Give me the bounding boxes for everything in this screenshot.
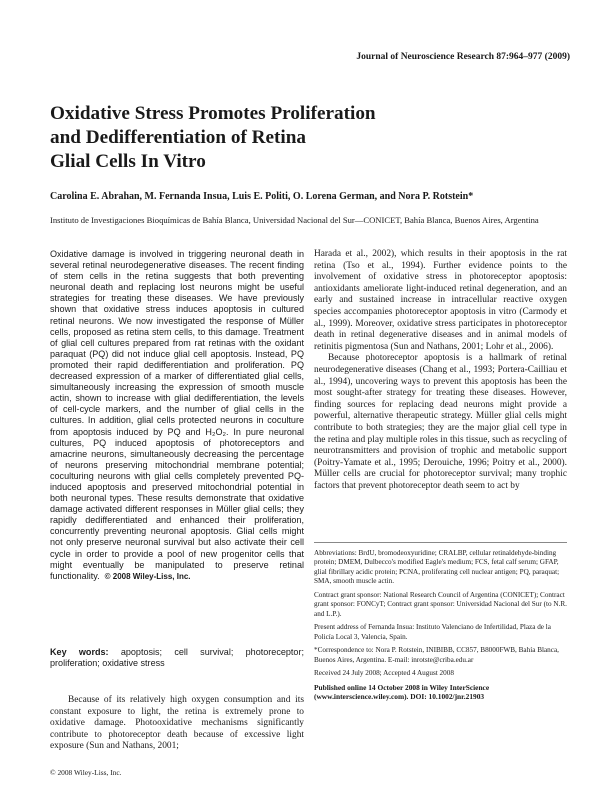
body-paragraph-1: Harada et al., 2002), which results in their apoptosis in the rat retina (Tso et al., 1994). Further evidence points to the involvement of oxidative stress in photoreceptor apoptosis: antioxidants ameliorate light-induced retinal degeneration, and an early and sustained increase in intracellular reactive oxygen species accompanies photoreceptor apoptosis in vitro (Carmody et al., 1999). Moreover, oxidative stress participates in photoreceptor death in retinal degenerative diseases and in animal models of retinitis pigmentosa (Sun and Nathans, 2001; Lohr et al., 2006). (314, 249, 567, 352)
affiliation: Instituto de Investigaciones Bioquímicas de Bahía Blanca, Universidad Nacional del Sur—CONICET, Bahía Blanca, Buenos Aires, Argentina (50, 215, 539, 225)
footnote-published: Published online 14 October 2008 in Wiley InterScience (www.interscience.wiley.com). DOI: 10.1002/jnr.21903 (314, 682, 490, 702)
title-line-1: Oxidative Stress Promotes Proliferation (50, 103, 376, 124)
page-copyright: © 2008 Wiley-Liss, Inc. (50, 768, 122, 777)
title-line-2: and Dedifferentiation of Retina (50, 127, 306, 148)
footnote-correspondence: *Correspondence to: Nora P. Rotstein, INIBIBB, CC857, B8000FWB, Bahía Blanca, Buenos Aires, Argentina. E-mail: inrotste@criba.edu.ar (314, 646, 559, 664)
footnote-grants: Contract grant sponsor: National Research Council of Argentina (CONICET); Contract grant sponsor: FONCyT; Contract grant sponsor: Universidad Nacional del Sur (to N.R. and L.P.). (314, 590, 567, 618)
footnote-present-address: Present address of Fernanda Insua: Instituto Valenciano de Infertilidad, Plaza de la Policía Local 3, Valencia, Spain. (314, 623, 551, 641)
abstract (50, 249, 304, 582)
footnote-abbreviations: Abbreviations: BrdU, bromodeoxyuridine; CRALBP, cellular retinaldehyde-binding protein; DMEM, Dulbecco's modified Eagle's medium; FCS, fetal calf serum; GFAP, glial fibrillary acidic protein; PCNA, proliferating cell nuclear antigen; PQ, paraquat; SMA, smooth muscle actin. (314, 549, 560, 586)
right-column-body (314, 249, 567, 492)
footnote-divider (314, 542, 567, 543)
footnotes (314, 549, 567, 706)
article-title (50, 102, 470, 174)
author-list: Carolina E. Abrahan, M. Fernanda Insua, Luis E. Politi, O. Lorena German, and Nora P. Rotstein* (50, 191, 474, 202)
keywords-label: Key words: (50, 647, 109, 657)
abstract-copyright: © 2008 Wiley-Liss, Inc. (104, 571, 191, 581)
introduction-paragraph: Because of its relatively high oxygen consumption and its constant exposure to light, the retina is extremely prone to oxidative damage. Photooxidative mechanisms significantly contribute to photoreceptor death because of excessive light exposure (Sun and Nathans, 2001; (50, 695, 304, 752)
title-line-3: Glial Cells In Vitro (50, 151, 206, 172)
abstract-text: Oxidative damage is involved in triggering neuronal death in several retinal neurodegenerative diseases. The recent finding of stem cells in the retina suggests that both preventing neuronal death and replacing lost neurons might be useful strategies for treating these diseases. We have previously shown that oxidative stress induces apoptosis in cultured retinal neurons. We now investigated the response of Müller cells, proposed as retina stem cells, to this damage. Treatment of glial cell cultures prepared from rat retinas with the oxidant paraquat (PQ) did not induce glial cell apoptosis. Instead, PQ promoted their rapid dedifferentiation and proliferation. PQ decreased expression of a marker of differentiated glial cells, simultaneously increasing the expression of smooth muscle actin, shown to increase with glial dedifferentiation, the levels of cell-cycle markers, and the number of glial cells in the cultures. In addition, glial cells protected neurons in coculture from apoptosis induced by PQ and H₂O₂. In pure neuronal cultures, PQ induced apoptosis of photoreceptors and amacrine neurons, simultaneously decreasing the percentage of neurons preserving mitochondrial membrane potential; coculturing neurons with glial cells completely prevented PQ-induced apoptosis and preserved mitochondrial potential in both neuronal types. These results demonstrate that oxidative damage activated different responses in Müller glial cells; they rapidly dedifferentiated and enhanced their proliferation, concurrently preventing neuronal apoptosis. Glial cells might not only preserve neuronal survival but also activate their cell cycle in order to provide a pool of new progenitor cells that might eventually be manipulated to preserve retinal functionality. (50, 249, 304, 581)
body-paragraph-2: Because photoreceptor apoptosis is a hallmark of retinal neurodegenerative diseases (Chang et al., 1993; Portera-Cailliau et al., 1994), uncovering ways to prevent this apoptosis has been the most sought-after strategy for treating these diseases. However, finding sources for replacing dead neurons might provide a powerful, alternative therapeutic strategy. Müller glial cells might contribute to both strategies; they are the major glial cell type in the retina and play multiple roles in this tissue, such as recycling of neurotransmitters and provision of trophic and metabolic support (Poitry-Yamate et al., 1995; Derouiche, 1996; Poitry et al., 2000). Müller cells are crucial for photoreceptor survival; many trophic factors that prevent photoreceptor death seem to act by (314, 353, 567, 491)
journal-header: Journal of Neuroscience Research 87:964–977 (2009) (356, 52, 570, 62)
keywords (50, 647, 304, 669)
footnote-received: Received 24 July 2008; Accepted 4 August 2008 (314, 669, 454, 678)
keywords-text: apoptosis; cell survival; photoreceptor; proliferation; oxidative stress (50, 647, 304, 669)
